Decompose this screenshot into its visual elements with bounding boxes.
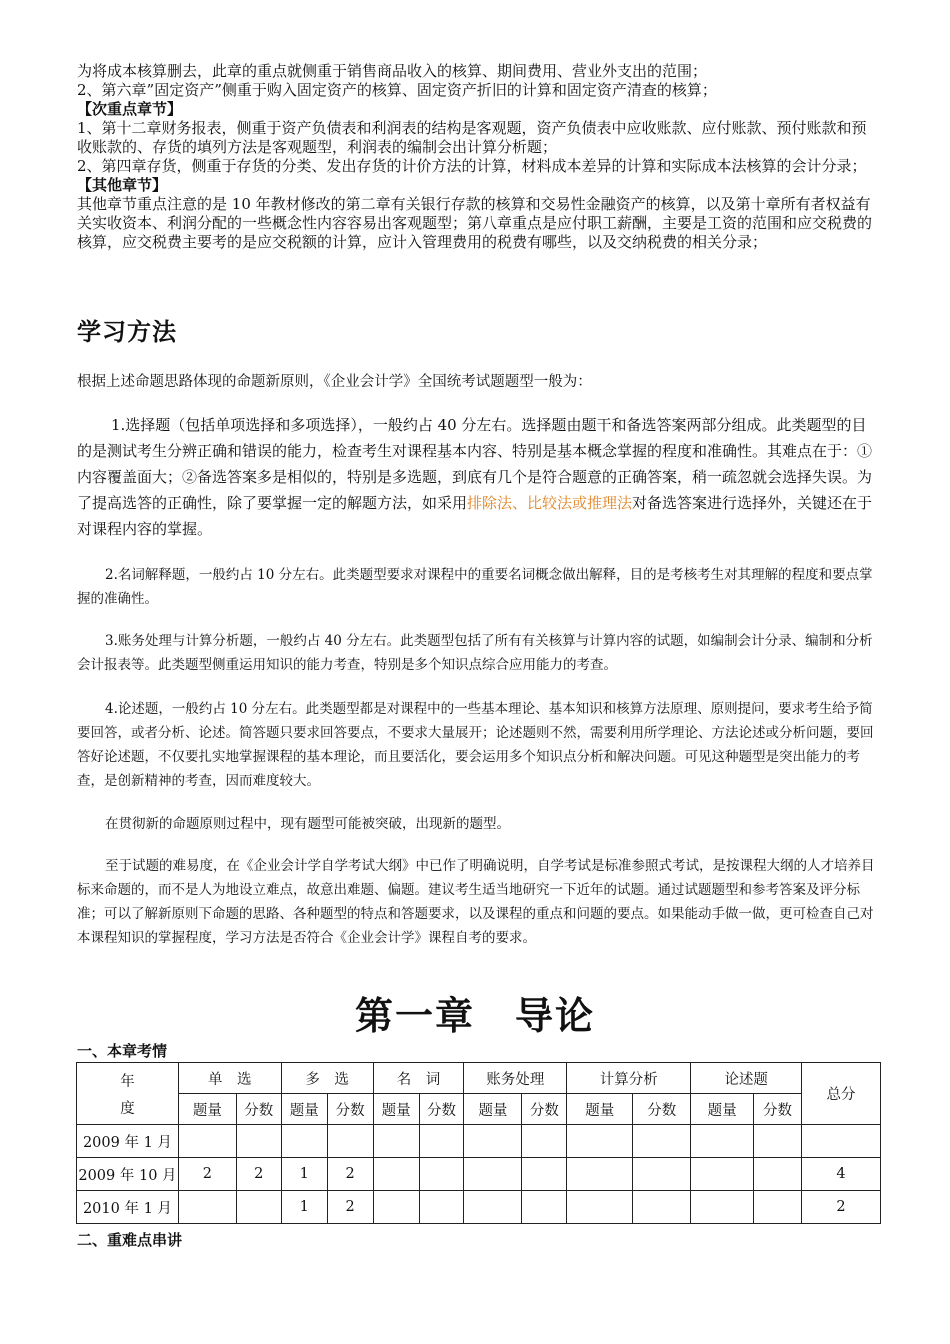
- row-year: 2010 年 1 月: [77, 1191, 179, 1224]
- group-header: 多 选: [281, 1063, 373, 1094]
- year-header-top: 年: [120, 1073, 135, 1090]
- total-header: 总分: [802, 1063, 881, 1125]
- cell: [373, 1191, 419, 1224]
- row-total: [802, 1125, 881, 1158]
- group-header: 单 选: [178, 1063, 281, 1094]
- exam-stats-table: [76, 1062, 881, 1224]
- table-row: [77, 1158, 881, 1191]
- question-type-4: [77, 697, 877, 793]
- count-header: 题量: [567, 1094, 633, 1125]
- cell: [522, 1191, 567, 1224]
- cell: [419, 1125, 464, 1158]
- cell: [567, 1125, 633, 1158]
- question-type-3: [77, 629, 877, 677]
- cell: 2: [327, 1191, 373, 1224]
- cell: [464, 1125, 522, 1158]
- cell: [178, 1125, 236, 1158]
- new-types-note: [77, 812, 877, 836]
- cell: [691, 1191, 754, 1224]
- cell: [754, 1158, 802, 1191]
- cell: [522, 1125, 567, 1158]
- text-line: 2、第四章存货，侧重于存货的分类、发出存货的计价方法的计算，材料成本差异的计算和实际成本法核算的会计分录；: [77, 157, 867, 175]
- cell: 1: [281, 1158, 327, 1191]
- group-header: 计算分析: [567, 1063, 691, 1094]
- cell: [567, 1191, 633, 1224]
- key-points-heading: 二、重难点串讲: [77, 1231, 183, 1249]
- cell: [419, 1191, 464, 1224]
- key-chapters-block: [77, 62, 877, 252]
- cell: [691, 1158, 754, 1191]
- cell: [754, 1125, 802, 1158]
- cell: [633, 1158, 691, 1191]
- score-header: 分数: [419, 1094, 464, 1125]
- cell: [419, 1158, 464, 1191]
- text-line: 其他章节重点注意的是 10 年教材修改的第二章有关银行存款的核算和交易性金融资产的核算，以及第十章所有者权益有关实收资本、利润分配的一些概念性内容容易出客观题型；第八章重点是应付职工薪酬，主要是工资的范围和应交税费的核算，应交税费主要考的是应交税额的计算，应计入管理费用的税费有哪些，以及交纳税费的相关分录；: [77, 195, 873, 251]
- cell: 2: [327, 1158, 373, 1191]
- score-header: 分数: [236, 1094, 281, 1125]
- exam-overview-heading: 一、本章考情: [77, 1042, 168, 1060]
- cell: [464, 1158, 522, 1191]
- year-header: [77, 1063, 179, 1125]
- q1-highlight: 排除法、比较法或推理法: [467, 494, 633, 512]
- score-header: 分数: [522, 1094, 567, 1125]
- section-title: 学习方法: [77, 318, 177, 346]
- text-line: 2、第六章”固定资产”侧重于购入固定资产的核算、固定资产折旧的计算和固定资产清查的核算；: [77, 81, 717, 99]
- cell: [633, 1191, 691, 1224]
- count-header: 题量: [178, 1094, 236, 1125]
- cell: [691, 1125, 754, 1158]
- cell: [373, 1158, 419, 1191]
- count-header: 题量: [464, 1094, 522, 1125]
- cell: [178, 1191, 236, 1224]
- cell: [633, 1125, 691, 1158]
- table-row: [77, 1191, 881, 1224]
- cell: 2: [178, 1158, 236, 1191]
- row-total: 4: [802, 1158, 881, 1191]
- cell: [567, 1158, 633, 1191]
- question-type-2: [77, 563, 877, 611]
- cell: [236, 1125, 281, 1158]
- text-line: 1、第十二章财务报表，侧重于资产负债表和利润表的结构是客观题，资产负债表中应收账款、应付账款、预付账款和预收账款的、存货的填列方法是客观题型，利润表的编制会出计算分析题；: [77, 119, 867, 156]
- score-header: 分数: [754, 1094, 802, 1125]
- q2-text: 2.名词解释题，一般约占 10 分左右。此类题型要求对课程中的重要名词概念做出解释，目的是考核考生对其理解的程度和要点掌握的准确性。: [77, 567, 873, 607]
- group-header: 论述题: [691, 1063, 802, 1094]
- q4-text: 4.论述题，一般约占 10 分左右。此类题型都是对课程中的一些基本理论、基本知识和核算方法原理、原则提问，要求考生给予简要回答，或者分析、论述。简答题只要求回答要点，不要求大量展开；论述题则不然，需要利用所学理论、方法论述或分析问题，要回答好论述题，不仅要扎实地掌握课程的基本理论，而且要活化，要会运用多个知识点分析和解决问题。可见这种题型是突出能力的考查，是创新精神的考查，因而难度较大。: [77, 701, 874, 789]
- q3-text: 3.账务处理与计算分析题，一般约占 40 分左右。此类题型包括了所有有关核算与计算内容的试题，如编制会计分录、编制和分析会计报表等。此类题型侧重运用知识的能力考查，特别是多个知识点综合应用能力的考查。: [77, 633, 873, 673]
- q6-text: 至于试题的难易度，在《企业会计学自学考试大纲》中已作了明确说明，自学考试是标准参照式考试，是按课程大纲的人才培养目标来命题的，而不是人为地设立难点，故意出难题、偏题。建议考生适当地研究一下近年的试题。通过试题题型和参考答案及评分标准；可以了解新原则下命题的思路、各种题型的特点和答题要求，以及课程的重点和问题的要点。如果能动手做一做，更可检查自己对本课程知识的掌握程度，学习方法是否符合《企业会计学》课程自考的要求。: [77, 858, 875, 946]
- q1-text-b: 对备选答案进行选择外，关键还在于对课程内容的掌握。: [77, 494, 873, 538]
- q1-text-a: 1.选择题（包括单项选择和多项选择），一般约占 40 分左右。选择题由题干和备选答案两部分组成。此类题型的目的是测试考生分辨正确和错误的能力，检查考生对课程基本内容、特别是基本概念掌握的程度和准确性。其难点在于：①内容覆盖面大；②备选答案多是相似的，特别是多选题，到底有几个是符合题意的正确答案，稍一疏忽就会选择失误。为了提高选答的正确性，除了要掌握一定的解题方法，如采用: [77, 416, 873, 512]
- row-year: 2009 年 10 月: [77, 1158, 179, 1191]
- secondary-chapters-heading: 【次重点章节】: [77, 100, 183, 118]
- cell: [327, 1125, 373, 1158]
- cell: 2: [236, 1158, 281, 1191]
- count-header: 题量: [691, 1094, 754, 1125]
- score-header: 分数: [327, 1094, 373, 1125]
- count-header: 题量: [373, 1094, 419, 1125]
- intro-paragraph: 根据上述命题思路体现的命题新原则，《企业会计学》全国统考试题题型一般为：: [77, 374, 592, 390]
- other-chapters-heading: 【其他章节】: [77, 176, 168, 194]
- difficulty-paragraph: [77, 854, 877, 950]
- question-type-1: [77, 412, 877, 542]
- table-row: [77, 1125, 881, 1158]
- row-year: 2009 年 1 月: [77, 1125, 179, 1158]
- text-line: 为将成本核算删去，此章的重点就侧重于销售商品收入的核算、期间费用、营业外支出的范围；: [77, 62, 708, 80]
- cell: 1: [281, 1191, 327, 1224]
- count-header: 题量: [281, 1094, 327, 1125]
- cell: [754, 1191, 802, 1224]
- group-header: 账务处理: [464, 1063, 567, 1094]
- chapter-title: 第一章 导论: [354, 993, 595, 1038]
- cell: [236, 1191, 281, 1224]
- year-header-bottom: 度: [120, 1100, 135, 1117]
- row-total: 2: [802, 1191, 881, 1224]
- q5-text: 在贯彻新的命题原则过程中，现有题型可能被突破，出现新的题型。: [105, 816, 510, 832]
- cell: [464, 1191, 522, 1224]
- cell: [522, 1158, 567, 1191]
- score-header: 分数: [633, 1094, 691, 1125]
- cell: [373, 1125, 419, 1158]
- group-header: 名 词: [373, 1063, 464, 1094]
- cell: [281, 1125, 327, 1158]
